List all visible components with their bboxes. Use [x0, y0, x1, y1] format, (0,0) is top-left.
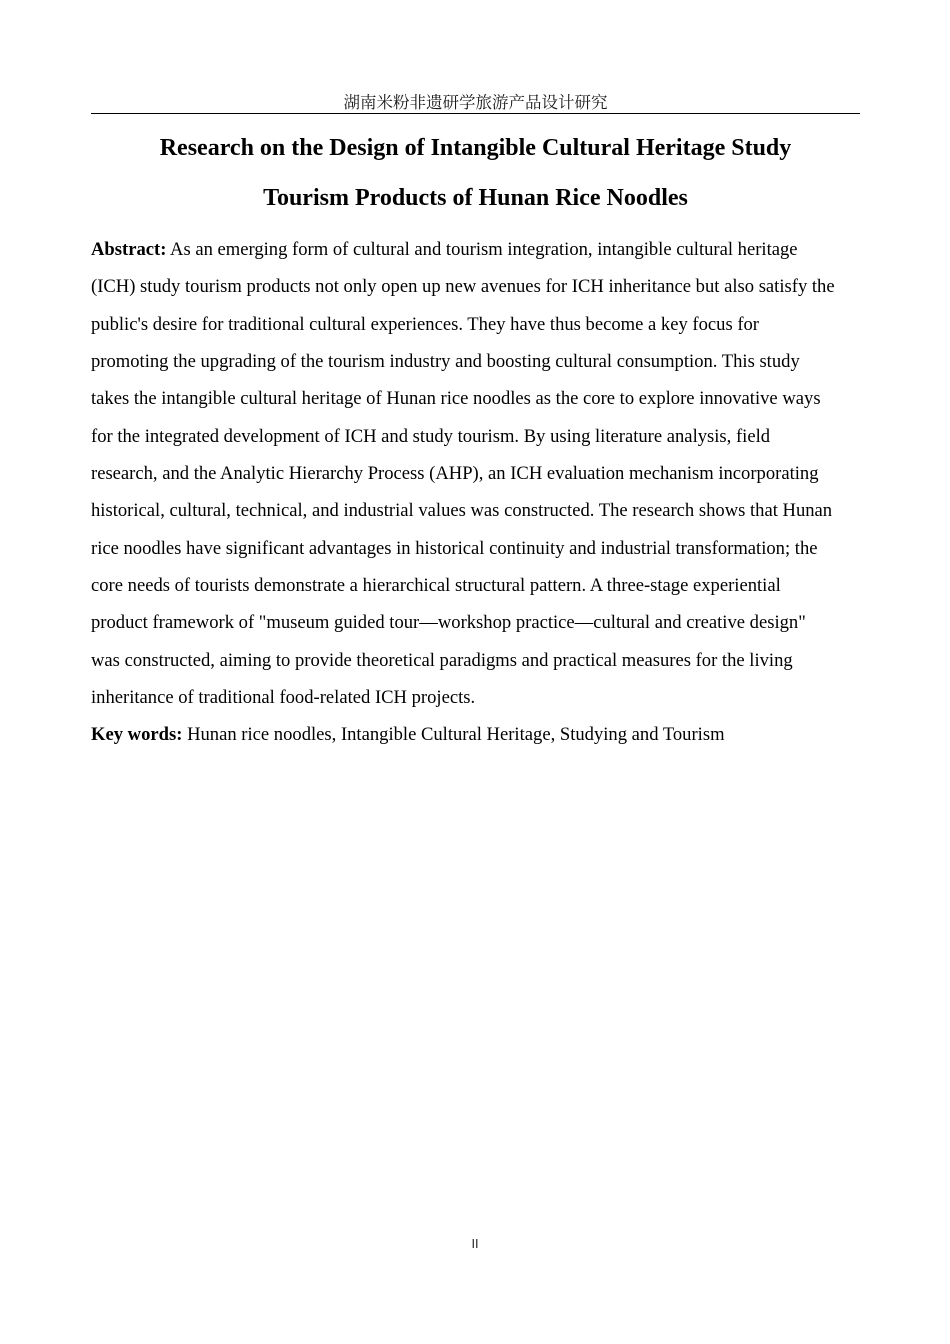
abstract-line-3: public's desire for traditional cultural experiences. They have thus become a key focus for — [91, 313, 760, 335]
abstract-line-10: core needs of tourists demonstrate a hierarchical structural pattern. A three-stage experiential — [91, 575, 781, 597]
abstract-line-1 — [91, 231, 860, 268]
abstract-label: Abstract: — [91, 239, 167, 260]
page-number: II — [471, 1237, 479, 1251]
abstract-line-11: product framework of "museum guided tour—workshop practice—cultural and creative design" — [91, 612, 806, 634]
abstract-line-8: historical, cultural, technical, and industrial values was constructed. The research shows that Hunan — [91, 500, 833, 522]
running-header: 湖南米粉非遗研学旅游产品设计研究 — [343, 93, 608, 112]
title-line-1: Research on the Design of Intangible Cultural Heritage Study — [159, 135, 792, 161]
abstract-line-2: (ICH) study tourism products not only open up new avenues for ICH inheritance but also satisfy the — [91, 276, 835, 298]
keywords-label: Key words: — [91, 724, 183, 745]
abstract-line-7: research, and the Analytic Hierarchy Process (AHP), an ICH evaluation mechanism incorporating — [91, 463, 819, 485]
abstract-line-5: takes the intangible cultural heritage of Hunan rice noodles as the core to explore innovative ways — [91, 388, 821, 410]
abstract-text: As an emerging form of cultural and tourism integration, intangible cultural heritage — [166, 239, 798, 260]
header-rule — [91, 113, 860, 114]
title-line-2: Tourism Products of Hunan Rice Noodles — [263, 185, 688, 211]
abstract-line-9: rice noodles have significant advantages in historical continuity and industrial transformation; the — [91, 537, 818, 559]
keywords-paragraph — [91, 716, 860, 753]
abstract-paragraph — [91, 231, 860, 716]
abstract-line-6: for the integrated development of ICH and study tourism. By using literature analysis, field — [91, 425, 771, 447]
abstract-line-13: inheritance of traditional food-related ICH projects. — [91, 687, 476, 709]
page-title — [91, 123, 860, 223]
abstract-line-4: promoting the upgrading of the tourism industry and boosting cultural consumption. This study — [91, 351, 800, 373]
keywords-text: Hunan rice noodles, Intangible Cultural Heritage, Studying and Tourism — [182, 724, 725, 745]
abstract-line-12: was constructed, aiming to provide theoretical paradigms and practical measures for the living — [91, 649, 793, 671]
